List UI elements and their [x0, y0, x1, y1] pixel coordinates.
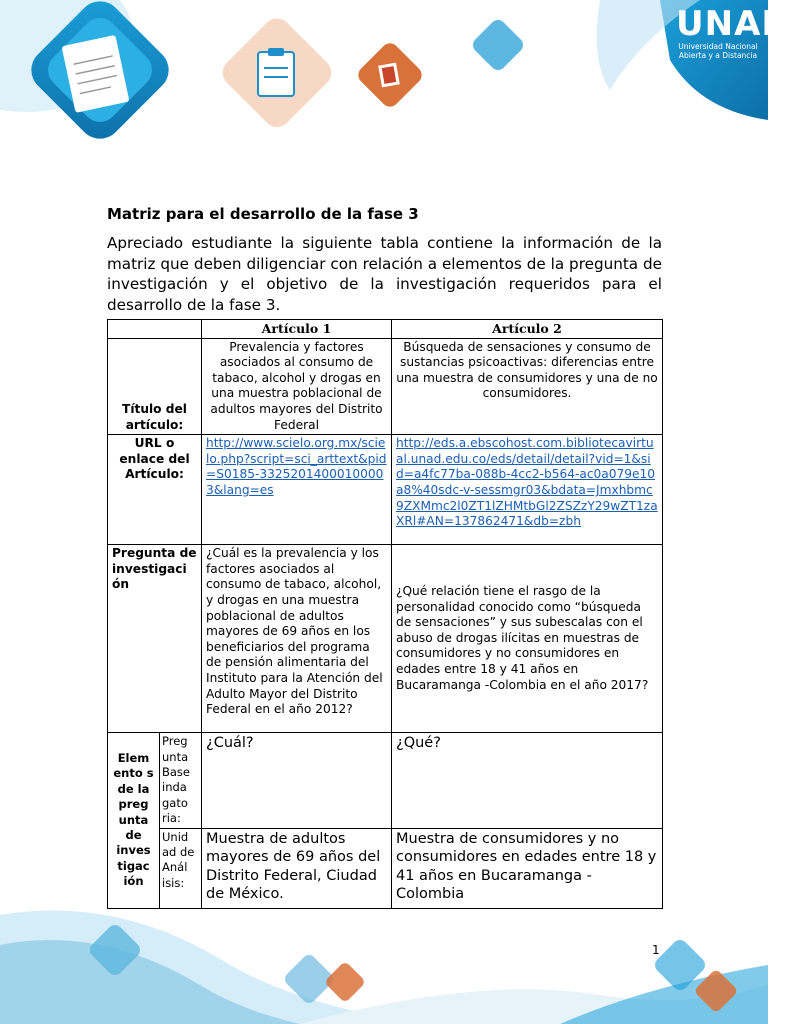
document-body: [107, 205, 662, 909]
column-header-articulo-2: Artículo 2: [392, 320, 663, 339]
cell-url-articulo-2: [392, 435, 663, 545]
group-label-elementos: Elem ento s de la preg unta de inves tigac ión: [108, 733, 160, 908]
unad-tagline-2: Abierta y a Distancia: [678, 51, 758, 60]
unad-wordmark: UNAD: [676, 4, 791, 44]
cell-titulo-articulo-1: Prevalencia y factores asociados al consumo de tabaco, alcohol y drogas en una muestra poblacional de adultos mayores del Distrito Federal: [202, 338, 392, 435]
cell-base-articulo-2: ¿Qué?: [392, 733, 663, 828]
table-row-pregunta: [108, 545, 663, 733]
cell-unidad-articulo-2: Muestra de consumidores y no consumidores en edades entre 18 y 41 años en Bucaramanga - Colombia: [392, 828, 663, 908]
link-articulo-2[interactable]: http://eds.a.ebscohost.com.bibliotecavirtual.unad.edu.co/eds/detail/detail?vid=1&sid=a4fc77ba-088b-4cc2-b564-ac0a079e10a8%40sdc-v-sessmgr03&bdata=Jmxhbmc9ZXMmc2l0ZT1lZHMtbGl2ZSZzY29wZT1zaXRl#AN=137862471&db=zbh: [396, 436, 658, 529]
table-row-titulo: [108, 338, 663, 435]
row-label-url: URL o enlace del Artículo:: [108, 435, 202, 545]
table-row-unidad: [108, 828, 663, 908]
cell-titulo-articulo-2: Búsqueda de sensaciones y consumo de sustancias psicoactivas: diferencias entre una muestra de consumidores y una de no consumidores.: [392, 338, 663, 435]
clipboard-icon: [258, 48, 294, 96]
row-label-titulo: Título del artículo:: [108, 338, 202, 435]
table-row-url: [108, 435, 663, 545]
page-number: 1: [652, 943, 660, 957]
unad-tagline-1: Universidad Nacional: [678, 42, 758, 51]
footer-decoration: [0, 905, 768, 1024]
cell-base-articulo-1: ¿Cuál?: [202, 733, 392, 828]
cell-unidad-articulo-1: Muestra de adultos mayores de 69 años del Distrito Federal, Ciudad de México.: [202, 828, 392, 908]
document-heading: Matriz para el desarrollo de la fase 3: [107, 205, 419, 223]
intro-paragraph: Apreciado estudiante la siguiente tabla contiene la información de la matriz que deben diligenciar con relación a elementos de la pregunta de investigación y el objetivo de la investigación requeridos para el desarrollo de la fase 3.: [107, 234, 662, 314]
header-decoration: [0, 0, 791, 185]
book-icon: [378, 63, 400, 88]
empty-header-cell: [108, 320, 202, 339]
column-header-articulo-1: Artículo 1: [202, 320, 392, 339]
matrix-table: [107, 319, 663, 909]
unad-logo: [676, 4, 791, 60]
table-row-pregunta-base: [108, 733, 663, 828]
row-label-pregunta: Pregunta de investigaci ón: [108, 545, 202, 733]
cell-pregunta-articulo-2: ¿Qué relación tiene el rasgo de la personalidad conocido como “búsqueda de sensaciones” y sus subescalas con el abuso de drogas ilícitas en muestras de consumidores y no consumidores en edades entre 18 y 41 años en Bucaramanga -Colombia en el año 2017?: [392, 545, 663, 733]
row-label-pregunta-base: Preg unta Base inda gato ria:: [160, 733, 202, 828]
link-articulo-1[interactable]: http://www.scielo.org.mx/scielo.php?script=sci_arttext&pid=S0185-33252014000100003&lang=es: [206, 436, 387, 497]
cell-pregunta-articulo-1: ¿Cuál es la prevalencia y los factores asociados al consumo de tabaco, alcohol, y drogas en una muestra poblacional de adultos mayores de 69 años en los beneficiarios del programa de pensión alimentaria del Instituto para la Atención del Adulto Mayor del Distrito Federal en el año 2012?: [202, 545, 392, 733]
row-label-unidad: Unid ad de Anál isis:: [160, 828, 202, 908]
table-header-row: [108, 320, 663, 339]
cell-url-articulo-1: [202, 435, 392, 545]
